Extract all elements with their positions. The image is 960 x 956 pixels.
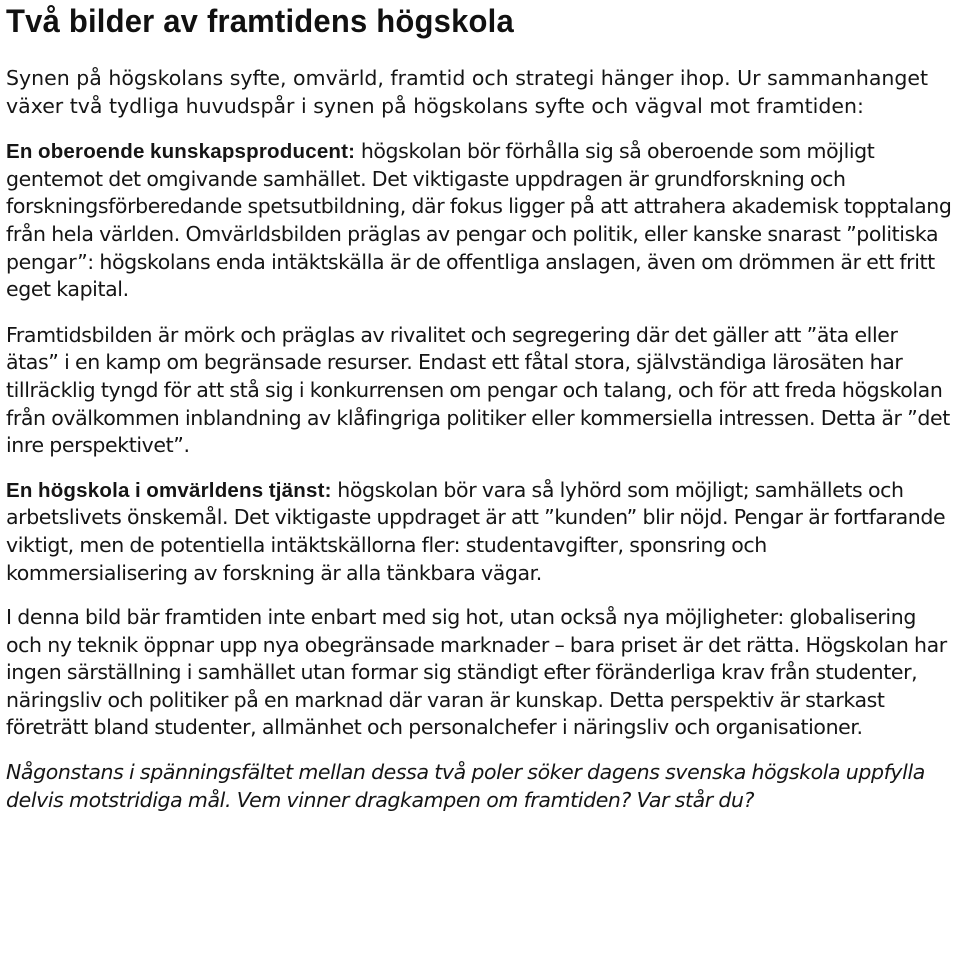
section-service-university: [6, 477, 954, 587]
document-title: Två bilder av framtidens högskola: [6, 2, 514, 40]
section-service-university-future: I denna bild bär framtiden inte enbart med sig hot, utan också nya möjligheter: globalisering och ny teknik öppnar upp nya obegränsade marknader – bara priset är det rätta. Högskolan har ingen särställning i samhället utan formar sig ständigt efter föränderliga krav från studenter, näringsliv och politiker på en marknad där varan är kunskap. Detta perspektiv är starkast företrätt bland studenter, allmänhet och personalchefer i näringsliv och organisationer.: [6, 605, 947, 740]
section-independent-producer-body: högskolan bör förhålla sig så oberoende som möjligt gentemot det omgivande samhället. Det viktigaste uppdragen är grundforskning och forskningsförberedande spetsutbildning, där fokus ligger på att attrahera akademisk topptalang från hela världen. Omvärldsbilden präglas av pengar och politik, eller kanske snarast ”politiska pengar”: högskolans enda intäktskälla är de offentliga anslagen, även om drömmen är ett fritt eget kapital.: [6, 139, 952, 302]
section-service-university-body: högskolan bör vara så lyhörd som möjligt; samhällets och arbetslivets önskemål. Det viktigaste uppdraget är att ”kunden” blir nöjd. Pengar är fortfarande viktigt, men de potentiella intäktskällorna fler: studentavgifter, sponsring och kommersialisering av forskning är alla tänkbara vägar.: [6, 477, 946, 585]
section-independent-producer-heading: En oberoende kunskapsproducent:: [6, 140, 356, 164]
closing-paragraph: Någonstans i spänningsfältet mellan dessa två poler söker dagens svenska högskola uppfylla delvis motstridiga mål. Vem vinner dragkampen om framtiden? Var står du?: [6, 760, 925, 812]
intro-paragraph: Synen på högskolans syfte, omvärld, framtid och strategi hänger ihop. Ur sammanhanget växer två tydliga huvudspår i synen på högskolans syfte och vägval mot framtiden:: [6, 66, 929, 118]
section-service-university-heading: En högskola i omvärldens tjänst:: [6, 478, 332, 502]
section-independent-producer-future: Framtidsbilden är mörk och präglas av rivalitet och segregering där det gäller att ”äta eller ätas” i en kamp om begränsade resurser. Endast ett fåtal stora, självständiga lärosäten har tillräcklig tyngd för att stå sig i konkurrensen om pengar och talang, och för att freda högskolan från ovälkommen inblandning av klåfingriga politiker eller kommersiella intressen. Detta är ”det inre perspektivet”.: [6, 322, 950, 458]
section-independent-producer: [6, 138, 954, 304]
document-page: [6, 0, 954, 814]
